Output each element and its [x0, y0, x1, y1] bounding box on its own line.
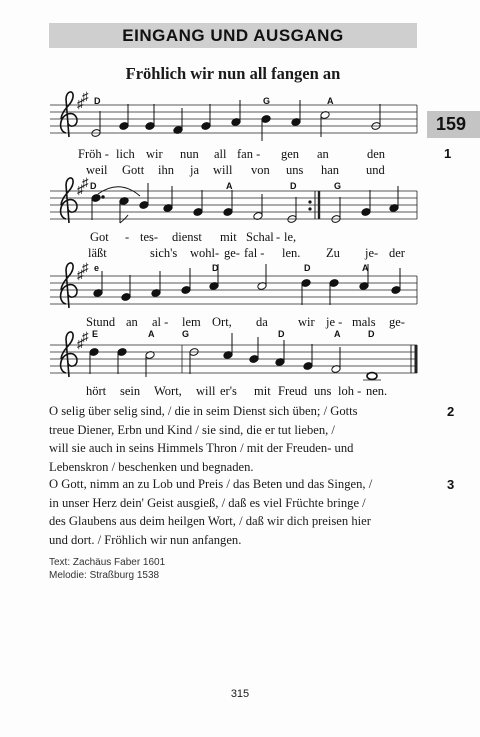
lyric: le,: [284, 230, 297, 244]
sharp-icon: ♯: [82, 260, 89, 275]
lyric: Freud: [278, 384, 308, 398]
lyric: Schal: [246, 230, 274, 244]
lyric: da: [256, 315, 268, 329]
chord-label: A: [334, 329, 341, 339]
page-number: 315: [230, 688, 250, 700]
staff-system-3: [50, 260, 417, 329]
stanza-number-3: 3: [447, 477, 455, 492]
lyric: ja: [190, 163, 200, 177]
lyric: ge-: [224, 246, 240, 260]
lyric: er's: [220, 384, 237, 398]
lyric: -: [276, 230, 281, 244]
lyric: ge-: [389, 315, 405, 329]
lyric: je -: [326, 315, 343, 329]
lyric: wir: [146, 147, 163, 161]
chord-label: A: [327, 96, 334, 106]
lyric: Stund: [86, 315, 116, 329]
song-number: 159: [436, 114, 467, 134]
lyric: len.: [282, 246, 301, 260]
stanza-line: treue Diener, Erbn und Kind / sie sind, die er tut lieben, /: [49, 422, 335, 437]
sharp-icon: ♯: [77, 182, 84, 197]
credits: [49, 556, 165, 582]
lyric: fan -: [237, 147, 261, 161]
lyric: tes-: [140, 230, 159, 244]
lyric: Ort,: [212, 315, 232, 329]
lyric: sich's: [150, 246, 178, 260]
lyric: will: [213, 163, 233, 177]
chord-label: A: [148, 329, 155, 339]
lyric: gen: [281, 147, 300, 161]
sharp-icon: ♯: [77, 96, 84, 111]
lyric: wir: [298, 315, 315, 329]
chord-label: D: [368, 329, 375, 339]
sharp-icon: ♯: [82, 329, 89, 344]
chord-label: D: [212, 263, 219, 273]
chord-label: D: [90, 181, 97, 191]
lyric: weil: [86, 163, 108, 177]
stanza-number-1: 1: [444, 146, 452, 161]
lyric: wohl-: [190, 246, 220, 260]
lyric: will: [196, 384, 216, 398]
chord-label: G: [334, 181, 342, 191]
song-title: Fröhlich wir nun all fangen an: [125, 64, 341, 83]
stanza-line: O selig über selig sind, / die in seim Dienst sich üben; / Gotts: [49, 404, 358, 418]
lyric: mit: [220, 230, 237, 244]
chord-label: E: [92, 329, 99, 339]
lyric: Gott: [122, 163, 145, 177]
staff-system-2: [50, 175, 417, 260]
chord-label: D: [278, 329, 285, 339]
sharp-icon: ♯: [82, 89, 89, 104]
lyric: dienst: [172, 230, 202, 244]
stanza-line: Lebenskron / beschenken und begnaden.: [49, 459, 254, 474]
lyric: an: [317, 147, 329, 161]
lyric: an: [126, 315, 138, 329]
lyric: Got: [90, 230, 109, 244]
stanza-line: in unser Herz dein' Geist ausgieß, / daß es viel Früchte bringe /: [49, 495, 366, 510]
lyric: -: [125, 230, 130, 244]
stanza-3-text: [49, 475, 421, 549]
stanza-2-text: [49, 402, 421, 476]
lyric: lem: [182, 315, 201, 329]
treble-clef-icon: [61, 92, 77, 137]
lyric: loh -: [338, 384, 362, 398]
lyric: Fröh -: [78, 147, 109, 161]
lyric: Zu: [326, 246, 340, 260]
lyric: läßt: [88, 246, 107, 260]
treble-clef-icon: [61, 263, 77, 308]
lyric: nun: [180, 147, 199, 161]
staff-system-4: [50, 329, 417, 398]
treble-clef-icon: [61, 178, 77, 223]
chord-label: D: [304, 263, 311, 273]
chord-label: D: [94, 96, 101, 106]
lyric: all: [214, 147, 227, 161]
lyric: han: [321, 163, 340, 177]
section-banner-title: EINGANG UND AUSGANG: [122, 26, 344, 45]
sharp-icon: ♯: [77, 336, 84, 351]
treble-clef-icon: [61, 332, 77, 377]
lyric: Wort,: [154, 384, 182, 398]
lyric: nen.: [366, 384, 388, 398]
lyric: den: [367, 147, 386, 161]
melody-credit: Melodie: Straßburg 1538: [49, 570, 160, 581]
lyric: lich: [116, 147, 135, 161]
stanza-line: und dort. / Fröhlich wir nun anfangen.: [49, 532, 242, 547]
stanza-line: O Gott, nimm an zu Lob und Preis / das Beten und das Singen, /: [49, 477, 373, 491]
chord-label: A: [362, 263, 369, 273]
lyric: je-: [365, 246, 379, 260]
lyric: fal -: [244, 246, 265, 260]
stanza-number-2: 2: [447, 404, 455, 419]
lyric: mit: [254, 384, 271, 398]
lyric: sein: [120, 384, 141, 398]
chord-label: A: [226, 181, 233, 191]
lyric: und: [366, 163, 385, 177]
stanza-line: will sie auch in seins Himmels Thron / mit der Freuden- und: [49, 441, 354, 455]
lyric: uns: [286, 163, 304, 177]
lyric: der: [389, 246, 405, 260]
text-credit: Text: Zachäus Faber 1601: [49, 557, 166, 568]
lyric: mals: [352, 315, 376, 329]
lyric: al -: [152, 315, 169, 329]
chord-label: G: [263, 96, 271, 106]
stanza-line: des Glaubens aus deim heilgen Wort, / daß wir dich preisen hier: [49, 514, 371, 528]
lyric: hört: [86, 384, 107, 398]
lyric: uns: [314, 384, 332, 398]
chord-label: e: [94, 263, 100, 273]
chord-label: G: [182, 329, 190, 339]
chord-label: D: [290, 181, 297, 191]
sharp-icon: ♯: [77, 267, 84, 282]
sharp-icon: ♯: [82, 175, 89, 190]
lyric: ihn: [158, 163, 174, 177]
staff-system-1: [50, 89, 417, 177]
lyric: von: [251, 163, 270, 177]
